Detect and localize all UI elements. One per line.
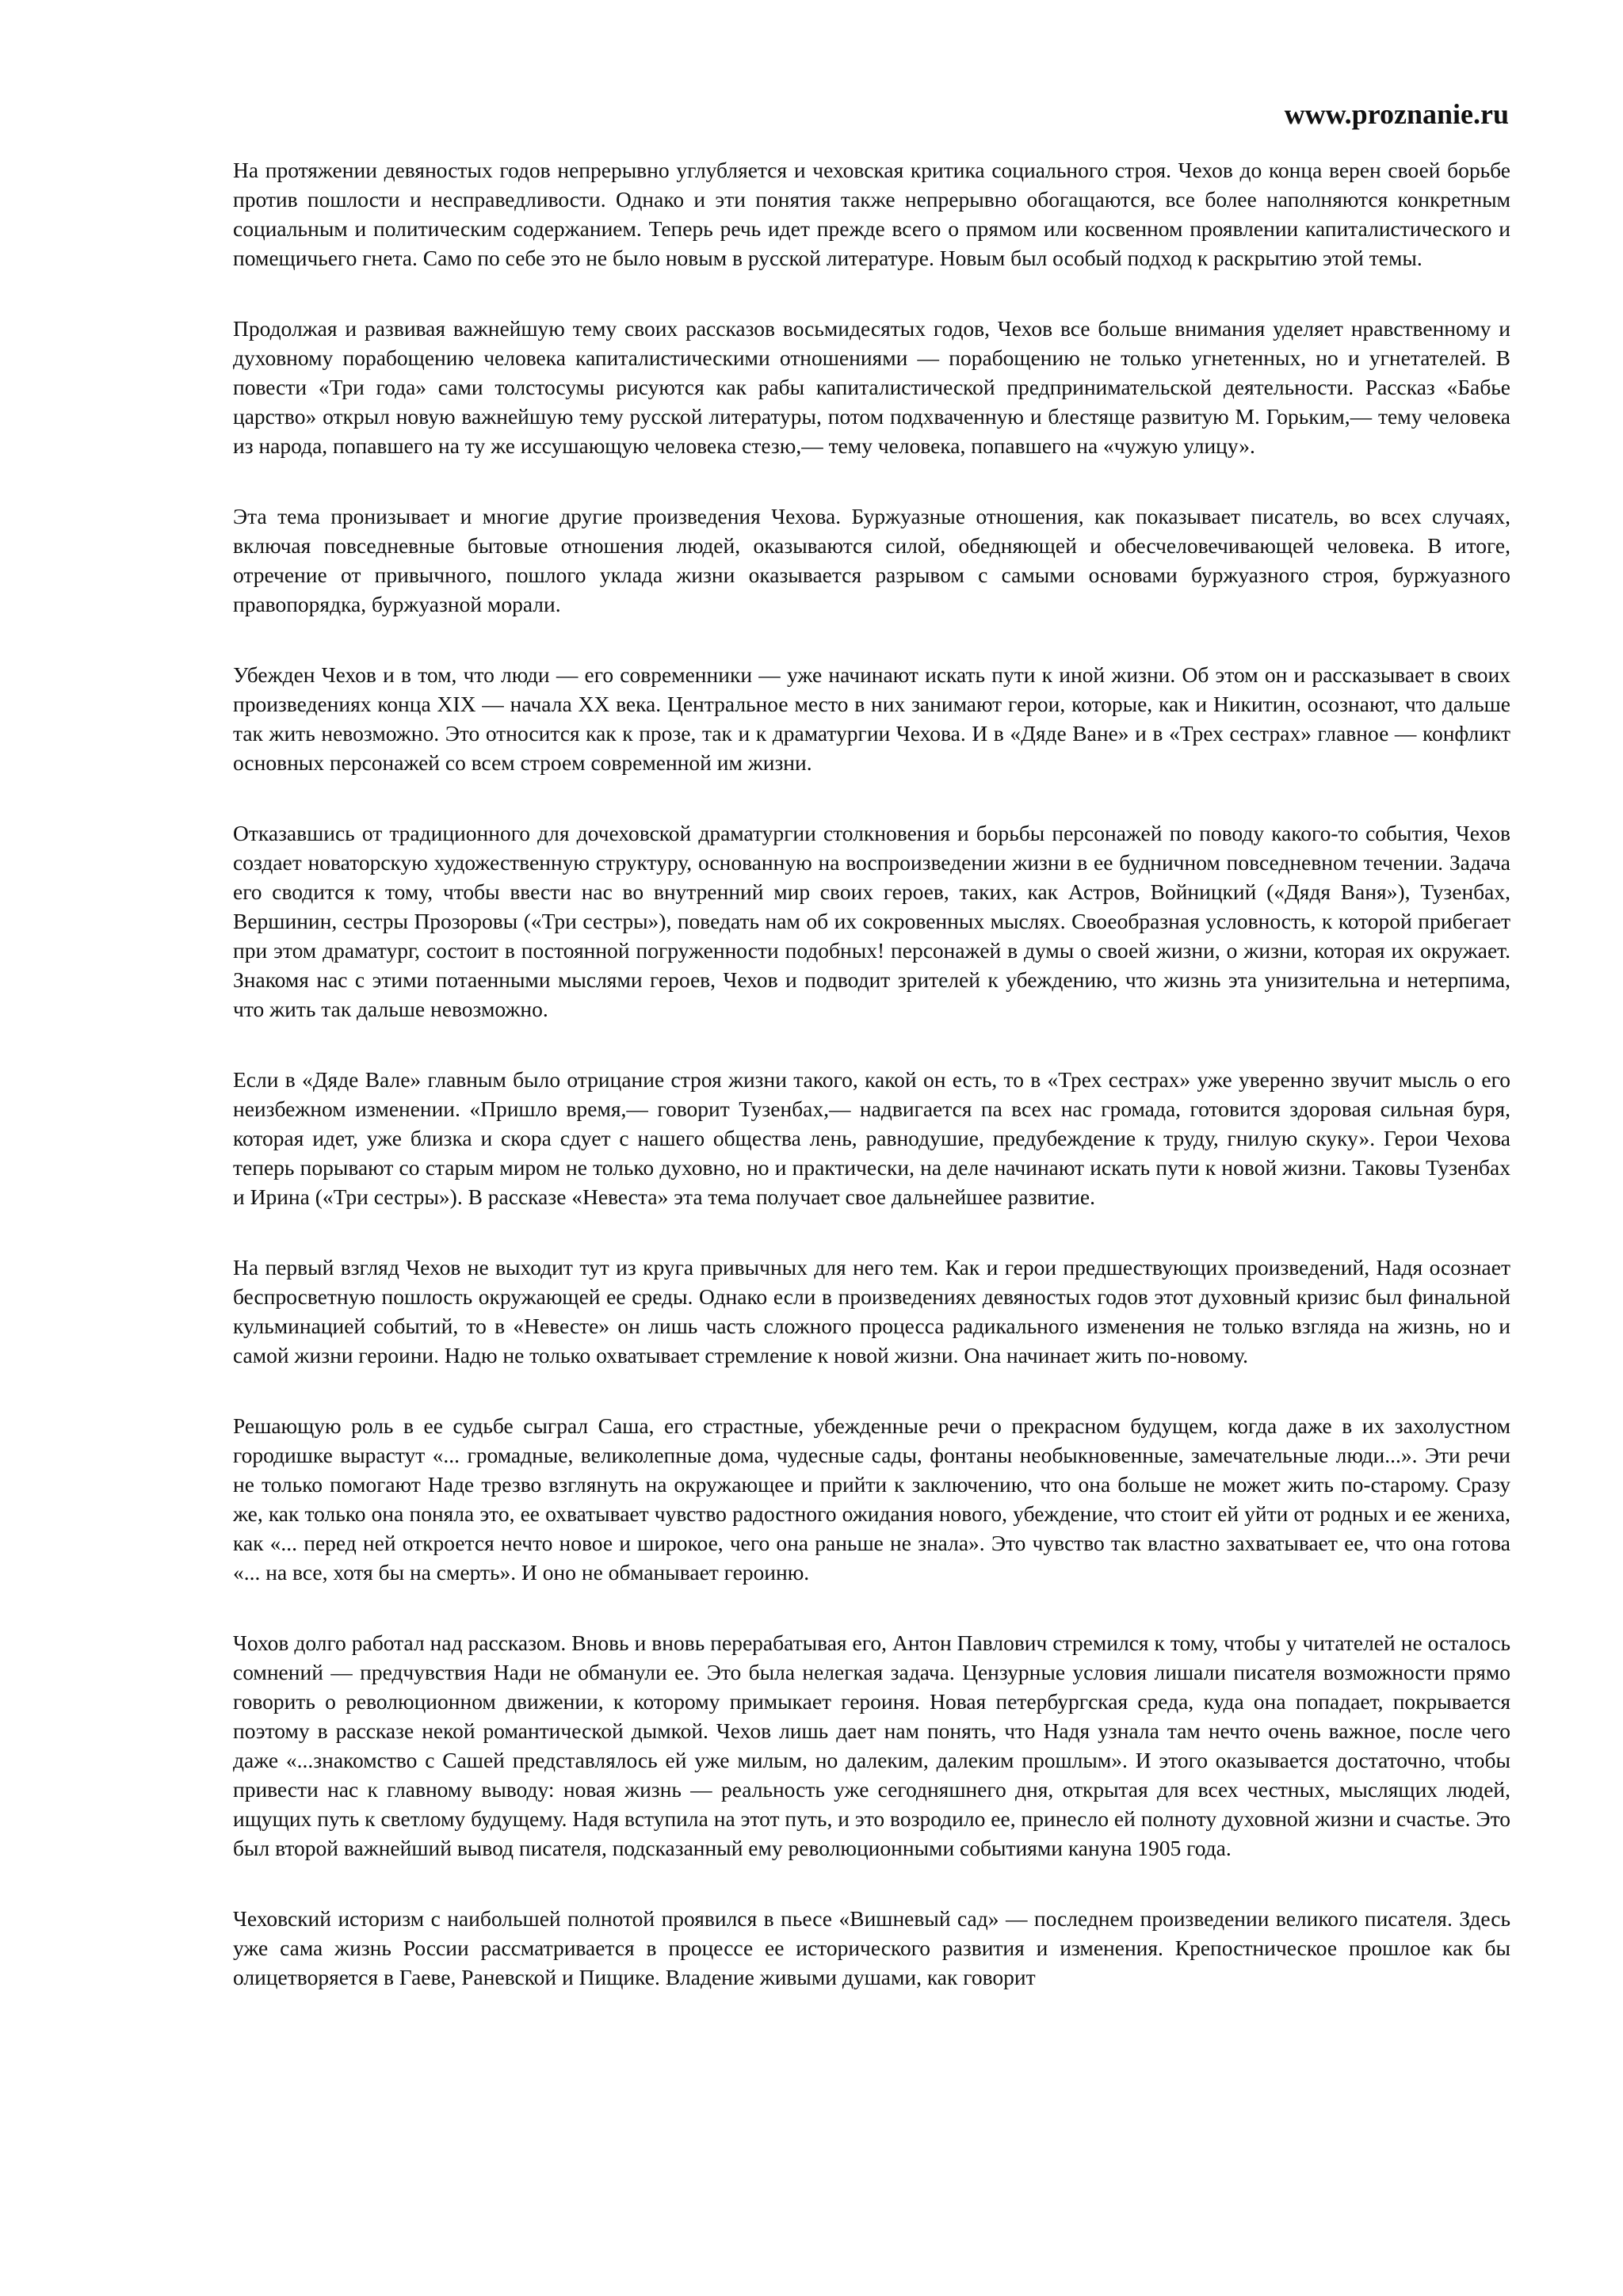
paragraph: Продолжая и развивая важнейшую тему своих рассказов восьмидесятых годов, Чехов все больше внимания уделяет нравственному и духовному порабощению человека капиталистическими отношениями — порабощению не только угнетенных, но и угнетателей. В повести «Три года» сами толстосумы рисуются как рабы капиталистической предпринимательской деятельности. Рассказ «Бабье царство» открыл новую важнейшую тему русской литературы, потом подхваченную и блестяще развитую М. Горьким,— тему человека из народа, попавшего на ту же иссушающую человека стезю,— тему человека, попавшего на «чужую улицу».: [233, 316, 1510, 458]
paragraph: Если в «Дяде Вале» главным было отрицание строя жизни такого, какой он есть, то в «Трех сестрах» уже уверенно звучит мысль о его неизбежном изменении. «Пришло время,— говорит Тузенбах,— надвигается па всех нас громада, готовится здоровая сильная буря, которая идет, уже близка и скора сдует с нашего общества лень, равнодушие, предубеждение к труду, гнилую скуку». Герои Чехова теперь порывают со старым миром не только духовно, но и практически, на деле начинают искать пути к новой жизни. Таковы Тузенбах и Ирина («Три сестры»). В рассказе «Невеста» эта тема получает свое дальнейшее развитие.: [233, 1067, 1510, 1209]
paragraph: Убежден Чехов и в том, что люди — его современники — уже начинают искать пути к иной жизни. Об этом он и рассказывает в своих произведениях конца XIX — начала XX века. Центральное место в них занимают герои, которые, как и Никитин, осознают, что дальше так жить невозможно. Это относится как к прозе, так и к драматургии Чехова. И в «Дяде Ване» и в «Трех сестрах» главное — конфликт основных персонажей со всем строем современной им жизни.: [233, 662, 1510, 775]
paragraph: На первый взгляд Чехов не выходит тут из круга привычных для него тем. Как и герои предшествующих произведений, Надя осознает беспросветную пошлость окружающей ее среды. Однако если в произведениях девяностых годов этот духовный кризис был финальной кульминацией событий, то в «Невесте» он лишь часть сложного процесса радикального изменения не только взгляда на жизнь, но и самой жизни героини. Надю не только охватывает стремление к новой жизни. Она начинает жить по-новому.: [233, 1255, 1510, 1367]
paragraph: Решающую роль в ее судьбе сыграл Саша, его страстные, убежденные речи о прекрасном будущем, когда даже в их захолустном городишке вырастут «... громадные, великолепные дома, чудесные сады, фонтаны необыкновенные, замечательные люди...». Эти речи не только помогают Наде трезво взглянуть на окружающее и прийти к заключению, что она больше не может жить по-старому. Сразу же, как только она поняла это, ее охватывает чувство радостного ожидания нового, убеждение, что стоит ей уйти от родных и ее жениха, как «... перед ней откроется нечто новое и широкое, чего она раньше не знала». Это чувство так властно захватывает ее, что она готова «... на все, хотя бы на смерть». И оно не обманывает героиню.: [233, 1413, 1510, 1585]
paragraph: Эта тема пронизывает и многие другие произведения Чехова. Буржуазные отношения, как показывает писатель, во всех случаях, включая повседневные бытовые отношения людей, оказываются силой, обедняющей и обесчеловечивающей человека. В итоге, отречение от привычного, пошлого уклада жизни оказывается разрывом с самыми основами буржуазного строя, буржуазного правопорядка, буржуазной морали.: [233, 504, 1510, 616]
paragraph: На протяжении девяностых годов непрерывно углубляется и чеховская критика социального строя. Чехов до конца верен своей борьбе против пошлости и несправедливости. Однако и эти понятия также непрерывно обогащаются, все более наполняются конкретным социальным и политическим содержанием. Теперь речь идет прежде всего о прямом или косвенном проявлении капиталистического и помещичьего гнета. Само по себе это не было новым в русской литературе. Новым был особый подход к раскрытию этой темы.: [233, 158, 1510, 270]
paragraph: Чохов долго работал над рассказом. Вновь и вновь перерабатывая его, Антон Павлович стремился к тому, чтобы у читателей не осталось сомнений — предчувствия Нади не обманули ее. Это была нелегкая задача. Цензурные условия лишали писателя возможности прямо говорить о революционном движении, к которому примыкает героиня. Новая петербургская среда, куда она попадает, покрывается поэтому в рассказе некой романтической дымкой. Чехов лишь дает нам понять, что Надя узнала там нечто очень важное, после чего даже «...знакомство с Сашей представлялось ей уже милым, но далеким, далеким прошлым». И этого оказывается достаточно, чтобы привести нас к главному выводу: новая жизнь — реальность уже сегодняшнего дня, открытая для всех честных, мыслящих людей, ищущих путь к светлому будущему. Надя вступила на этот путь, и это возродило ее, принесло ей полноту духовной жизни и счастье. Это был второй важнейший вывод писателя, подсказанный ему революционными событиями кануна 1905 года.: [233, 1630, 1510, 1860]
paragraph: Отказавшись от традиционного для дочеховской драматургии столкновения и борьбы персонажей по поводу какого-то события, Чехов создает новаторскую художественную структуру, основанную на воспроизведении жизни в ее будничном повседневном течении. Задача его сводится к тому, чтобы ввести нас во внутренний мир своих героев, таких, как Астров, Войницкий («Дядя Ваня»), Тузенбах, Вершинин, сестры Прозоровы («Три сестры»), поведать нам об их сокровенных мыслях. Своеобразная условность, к которой прибегает при этом драматург, состоит в постоянной погруженности подобных! персонажей в думы о своей жизни, о жизни, которая их окружает. Знакомя нас с этими потаенными мыслями героев, Чехов и подводит зрителей к убеждению, что жизнь эта унизительна и нетерпима, что жить так дальше невозможно.: [233, 821, 1510, 1021]
paragraph: Чеховский историзм с наибольшей полнотой проявился в пьесе «Вишневый сад» — последнем произведении великого писателя. Здесь уже сама жизнь России рассматривается в процессе ее исторического развития и изменения. Крепостническое прошлое как бы олицетворяется в Гаеве, Раневской и Пищике. Владение живыми душами, как говорит: [233, 1906, 1510, 1989]
site-url-header[interactable]: www.proznanie.ru: [1284, 98, 1509, 130]
article-body: [233, 155, 1510, 1992]
